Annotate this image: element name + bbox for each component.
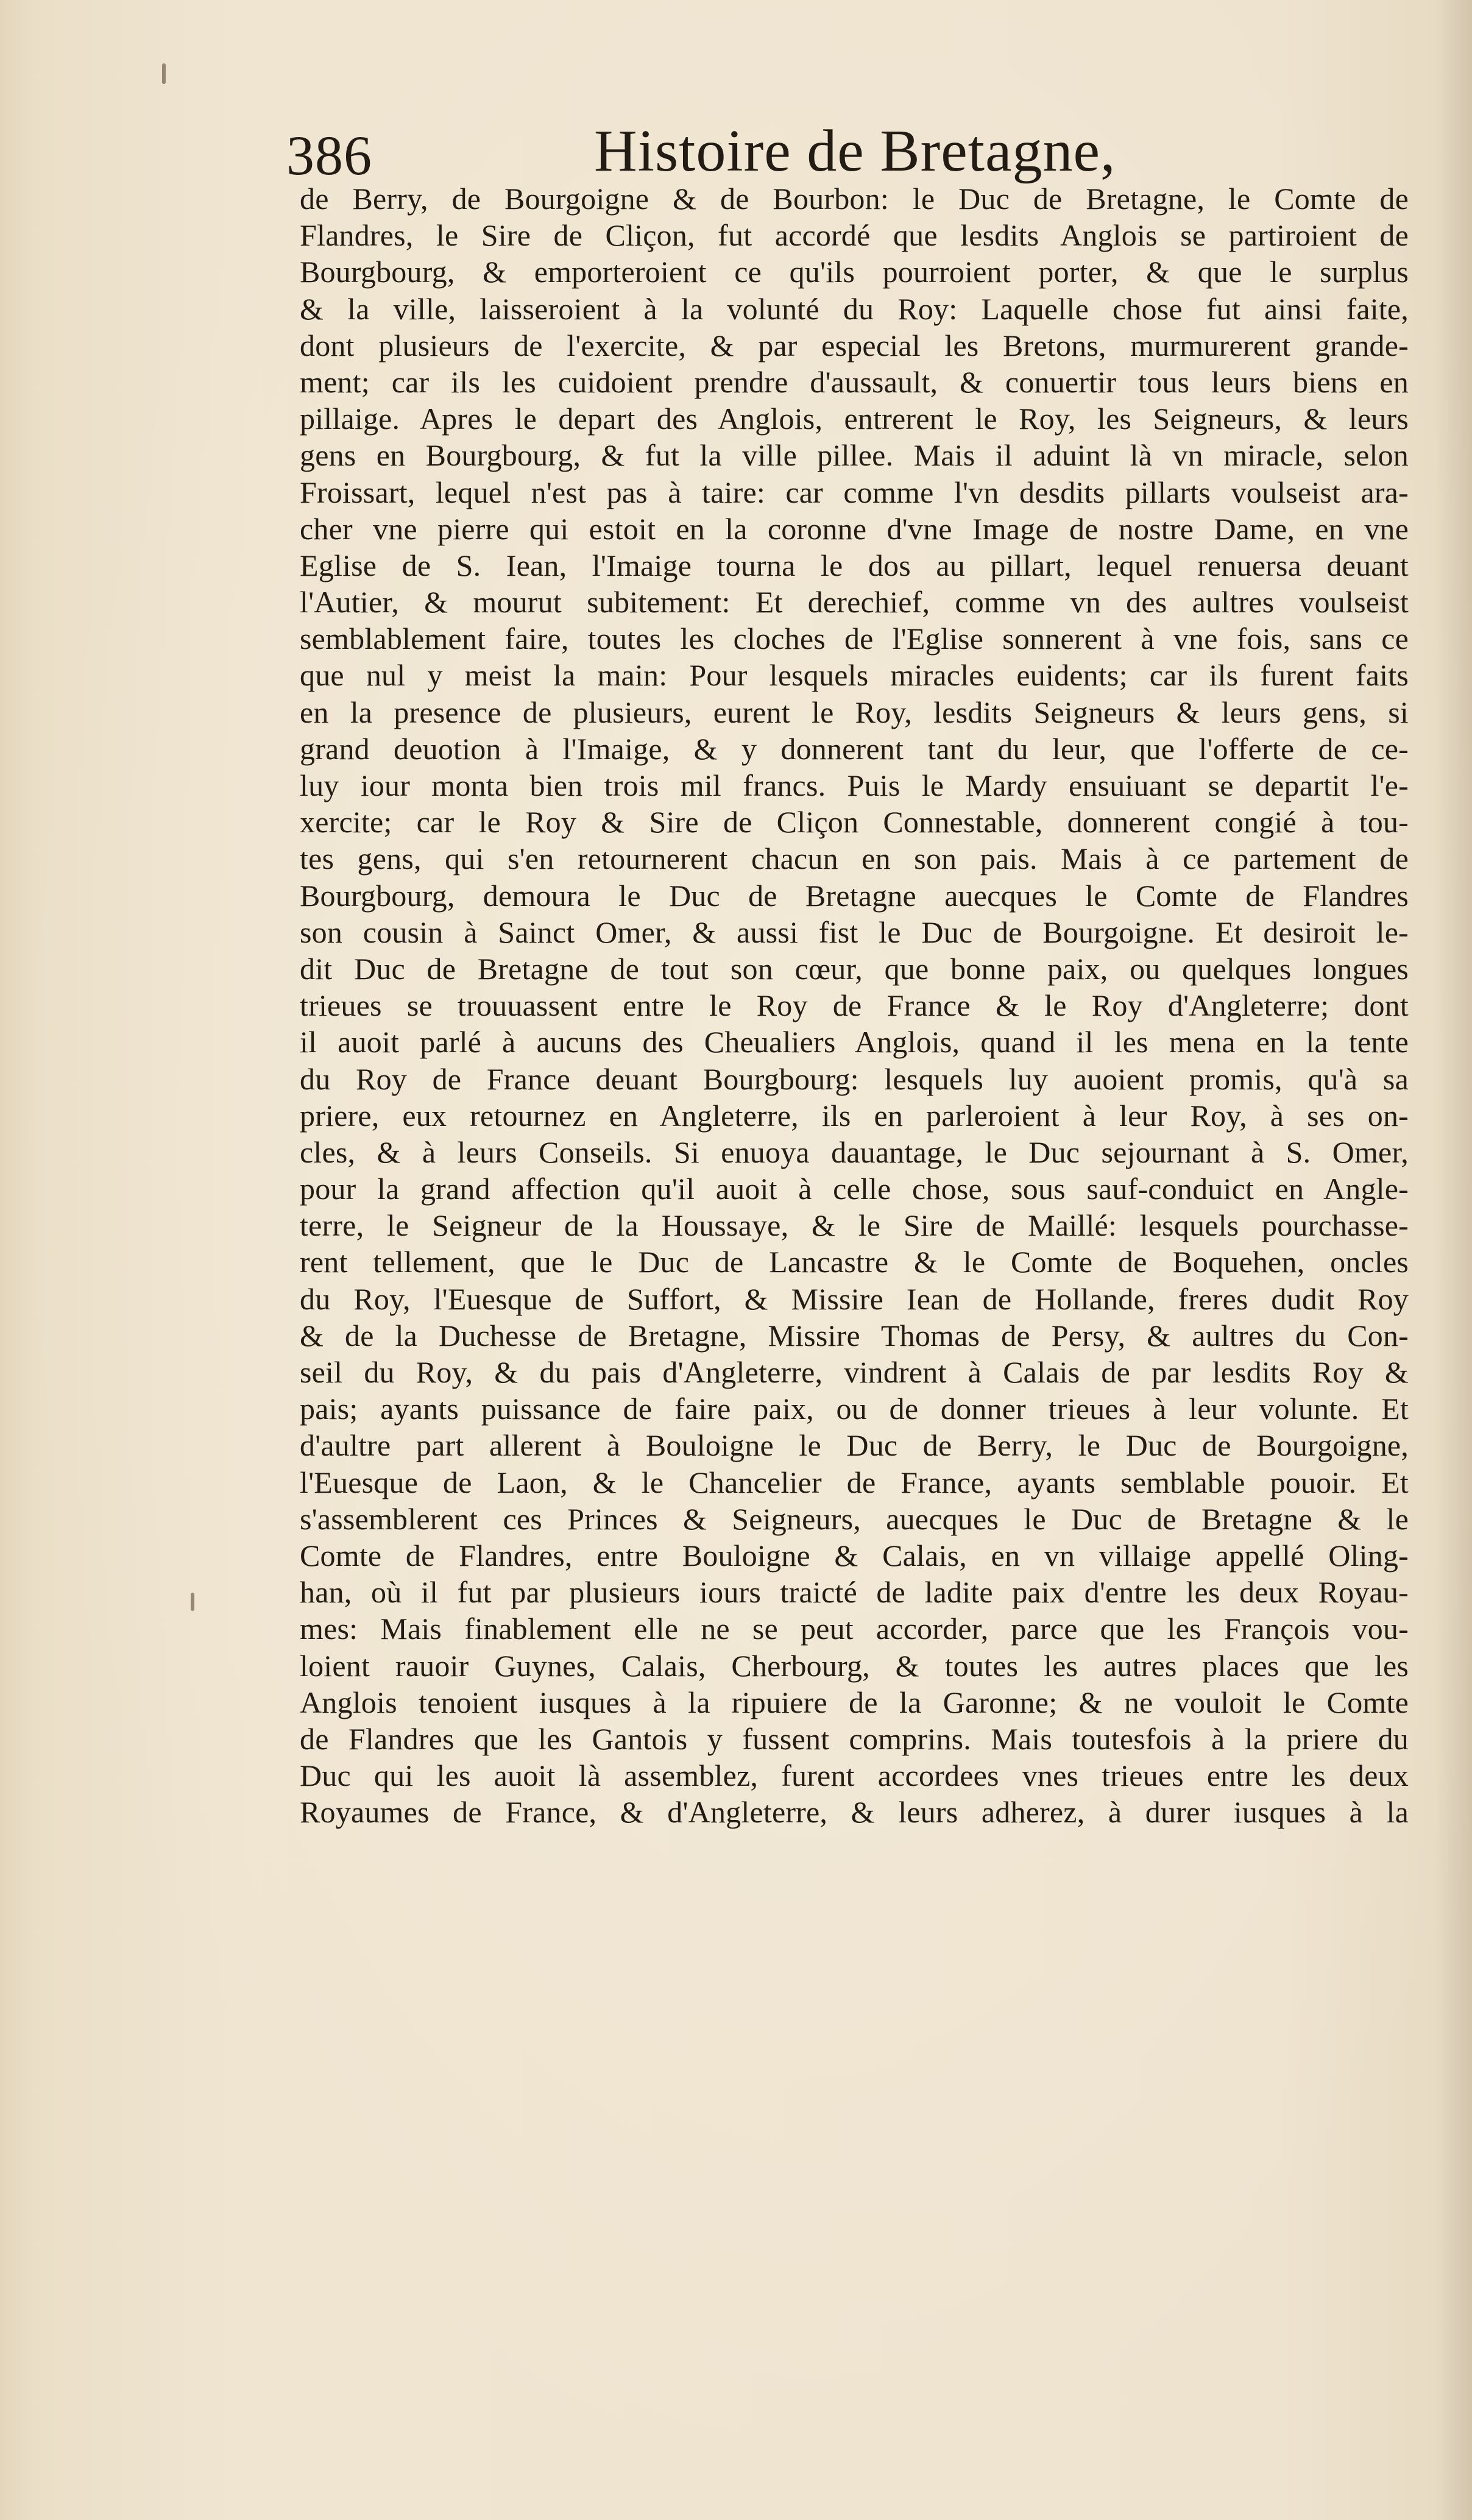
- margin-mark-top: [162, 63, 166, 84]
- text-line: l'Euesque de Laon, & le Chancelier de France, ayants semblable pouoir. Et: [300, 1465, 1409, 1499]
- text-line: tes gens, qui s'en retournerent chacun en son pais. Mais à ce partement de: [300, 841, 1409, 876]
- text-line: son cousin à Sainct Omer, & aussi fist le Duc de Bourgoigne. Et desiroit le-: [300, 915, 1409, 949]
- text-line: du Roy de France deuant Bourgbourg: lesquels luy auoient promis, qu'à sa: [300, 1061, 1409, 1096]
- body-text: [300, 180, 1409, 1830]
- text-line: Anglois tenoient iusques à la ripuiere de la Garonne; & ne vouloit le Comte: [300, 1685, 1409, 1719]
- text-line: xercite; car le Roy & Sire de Cliçon Connestable, donnerent congié à tou-: [300, 805, 1409, 840]
- text-line: mes: Mais finablement elle ne se peut accorder, parce que les François vou-: [300, 1612, 1409, 1646]
- text-line: en la presence de plusieurs, eurent le Roy, lesdits Seigneurs & leurs gens, si: [300, 695, 1409, 729]
- text-line: terre, le Seigneur de la Houssaye, & le Sire de Maillé: lesquels pourchasse-: [300, 1208, 1409, 1243]
- text-line: cles, & à leurs Conseils. Si enuoya dauantage, le Duc sejournant à S. Omer,: [300, 1134, 1409, 1169]
- text-line: Comte de Flandres, entre Bouloigne & Calais, en vn villaige appellé Oling-: [300, 1538, 1409, 1573]
- page-edge-shadow: [1435, 0, 1472, 2520]
- text-line: gens en Bourgbourg, & fut la ville pillee. Mais il aduint là vn miracle, selon: [300, 438, 1409, 473]
- text-line: priere, eux retournez en Angleterre, ils en parleroient à leur Roy, à ses on-: [300, 1098, 1409, 1133]
- text-line: loient rauoir Guynes, Calais, Cherbourg, & toutes les autres places que les: [300, 1648, 1409, 1683]
- text-line: seil du Roy, & du pais d'Angleterre, vindrent à Calais de par lesdits Roy &: [300, 1355, 1409, 1389]
- text-line: grand deuotion à l'Imaige, & y donnerent tant du leur, que l'offerte de ce-: [300, 731, 1409, 766]
- text-line: dit Duc de Bretagne de tout son cœur, que bonne paix, ou quelques longues: [300, 951, 1409, 986]
- text-line: han, où il fut par plusieurs iours traicté de ladite paix d'entre les deux Royau-: [300, 1575, 1409, 1610]
- page-header: [286, 117, 1414, 184]
- text-line: Eglise de S. Iean, l'Imaige tourna le dos au pillart, lequel renuersa deuant: [300, 548, 1409, 582]
- text-line: ment; car ils les cuidoient prendre d'aussault, & conuertir tous leurs biens en: [300, 364, 1409, 399]
- text-line: s'assemblerent ces Princes & Seigneurs, auecques le Duc de Bretagne & le: [300, 1501, 1409, 1536]
- text-line: pillaige. Apres le depart des Anglois, entrerent le Roy, les Seigneurs, & leurs: [300, 402, 1409, 436]
- text-line: luy iour monta bien trois mil francs. Puis le Mardy ensuiuant se departit l'e-: [300, 768, 1409, 802]
- text-line: pour la grand affection qu'il auoit à celle chose, sous sauf-conduict en Angle-: [300, 1172, 1409, 1206]
- text-line: dont plusieurs de l'exercite, & par especial les Bretons, murmurerent grande-: [300, 328, 1409, 363]
- text-line: & la ville, laisseroient à la volunté du Roy: Laquelle chose fut ainsi faite,: [300, 291, 1409, 326]
- text-line: de Berry, de Bourgoigne & de Bourbon: le Duc de Bretagne, le Comte de: [300, 182, 1409, 216]
- text-line: Royaumes de France, & d'Angleterre, & leurs adherez, à durer iusques à la: [300, 1795, 1409, 1830]
- text-line: Duc qui les auoit là assemblez, furent accordees vnes trieues entre les deux: [300, 1758, 1409, 1793]
- text-line: & de la Duchesse de Bretagne, Missire Thomas de Persy, & aultres du Con-: [300, 1318, 1409, 1353]
- text-line: rent tellement, que le Duc de Lancastre & le Comte de Boquehen, oncles: [300, 1245, 1409, 1279]
- text-line: que nul y meist la main: Pour lesquels miracles euidents; car ils furent faits: [300, 658, 1409, 693]
- text-line: Bourgbourg, demoura le Duc de Bretagne auecques le Comte de Flandres: [300, 878, 1409, 913]
- text-line: trieues se trouuassent entre le Roy de France & le Roy d'Angleterre; dont: [300, 988, 1409, 1023]
- text-line: Flandres, le Sire de Cliçon, fut accordé que lesdits Anglois se partiroient de: [300, 218, 1409, 253]
- text-line: cher vne pierre qui estoit en la coronne d'vne Image de nostre Dame, en vne: [300, 511, 1409, 546]
- text-line: l'Autier, & mourut subitement: Et derechief, comme vn des aultres voulseist: [300, 585, 1409, 620]
- text-line: d'aultre part allerent à Bouloigne le Duc de Berry, le Duc de Bourgoigne,: [300, 1428, 1409, 1463]
- text-line: Bourgbourg, & emporteroient ce qu'ils pourroient porter, & que le surplus: [300, 255, 1409, 289]
- running-title: Histoire de Bretagne,: [594, 118, 1116, 184]
- text-line: du Roy, l'Euesque de Suffort, & Missire Iean de Hollande, freres dudit Roy: [300, 1281, 1409, 1316]
- text-line: semblablement faire, toutes les cloches de l'Eglise sonnerent à vne fois, sans ce: [300, 621, 1409, 656]
- text-line: Froissart, lequel n'est pas à taire: car comme l'vn desdits pillarts voulseist ara-: [300, 475, 1409, 509]
- page-number: 386: [286, 124, 372, 186]
- text-line: il auoit parlé à aucuns des Cheualiers Anglois, quand il les mena en la tente: [300, 1025, 1409, 1060]
- text-line: pais; ayants puissance de faire paix, ou de donner trieues à leur volunte. Et: [300, 1392, 1409, 1426]
- margin-mark-middle: [191, 1593, 194, 1611]
- text-line: de Flandres que les Gantois y fussent comprins. Mais toutesfois à la priere du: [300, 1721, 1409, 1756]
